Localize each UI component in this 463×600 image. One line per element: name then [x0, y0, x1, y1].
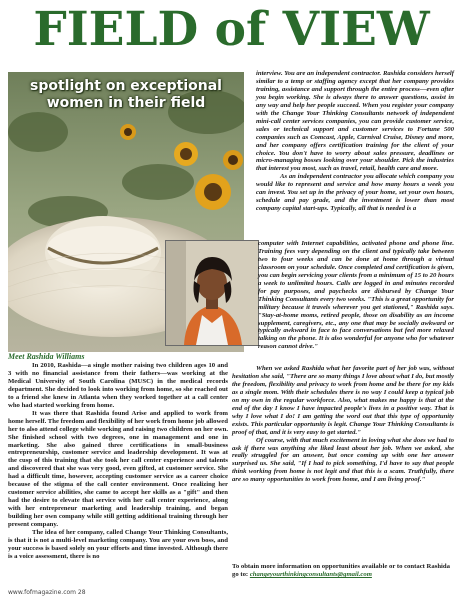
article-paragraph: When we asked Rashida what her favorite part of her job was, without hesitation she said, "There are so many things I love about what I do, but mostly the freedom, flexibility and privacy to work from home and be there for my kids as a single mom. With their schedules there is no way I could keep a typical job on my own in the regular workforce. Also, what makes me happy is that at the end of the day I know I have impacted people's lives in a positive way. That is why I love what I do! I am getting the word out that this type of opportunity exists. This particular opportunity is legit. Change Your Thinking Consultants is proof of that, and it is very easy to get started." — [232, 365, 455, 436]
photo-caption: Meet Rashida Williams — [8, 352, 85, 361]
masthead-title: FIELD of VIEW — [33, 2, 430, 57]
article-paragraph: In 2010, Rashida—a single mother raising two children ages 10 and 3 with no financial assistance from their fathers—was working at the Medical University of South Carolina (MUSC) in the medical records department. She decided to look into working from home, so she reached out to a friend she knew in Atlanta when they worked together at a call center who had started working from home. — [8, 362, 228, 409]
rashida-portrait-image — [166, 241, 258, 345]
article-paragraph: As an independent contractor you allocate which company you would like to represent and service and how many hours a week you can invest. You set up in the privacy of your home, set your own hours, schedule and pay grade, and the investment is lower than most company capital start-ups. Typically, all that is needed is a — [256, 173, 454, 213]
page-footer: www.fofmagazine.com 28 — [8, 589, 86, 596]
article-paragraph: The idea of her company, called Change Your Thinking Consultants, is that it is not a multi-level marketing company. You are your own boss, and your success is based solely on your efforts and time invested. Although there is a voice assessment, there is no — [8, 529, 228, 560]
contact-prefix: To obtain more information on opportunities available or to contact Rashida go to: — [232, 563, 450, 579]
spotlight-banner: spotlight on exceptional women in their field — [30, 78, 222, 111]
article-paragraph: Of course, with that much excitement in loving what she does we had to ask if there was anything she liked least about her job. When we asked, she really struggled for an answer, but once coming up with one her answer surprised us. She said, "If I had to pick something, I'd have to say that people think working from home is not legit and that this is a scam. Truthfully, there are so many opportunities to work from home, and I am living proof." — [232, 436, 454, 484]
article-paragraph: interview. You are an independent contractor. Rashida considers herself similar to a temp or staffing agency except that her company provides training, assistance and support through the entire process—even after you begin working. She is always there to answer questions, assist in any way and help her people succeed. When you register your company with the Change Your Thinking Consultants network of independent mini-call center services companies, you can provide customer service, sales or technical support and customer services to Fortune 500 companies such as Comcast, Apple, Carnival Cruise, Disney and more, and her company offers certification training for the client of your choice. You don't have to worry about sales pressure, deadlines or micro-managing bosses looking over your shoulder. Pick the industries that interest you most, such as travel, retail, health care and more. — [256, 70, 454, 173]
article-column-right-top — [256, 70, 454, 213]
article-paragraph: It was there that Rashida found Arise and applied to work from home herself. The freedom and flexibility of her work from home job allowed her to also attend college while working and raising two children on her own. She finished school with two degrees, one in management and one in marketing. She also gained three certifications in small-business entrepreneurship, customer service and leadership development. It was at the cusp of this training that she took her call center experience and talents and discovered that she was very good, even gifted, at customer service. She had a difficult time, however, accepting customer service as a career choice because of the stigma of the call center environment. Once realizing her customer service abilities, she came to accept her skills as a "gift" and then had the desire to elevate that service with her call center experience, along with her entrepreneur marketing and leadership training, and began building her own company while still getting additional training through her present company. — [8, 409, 228, 529]
article-column-right-bottom — [232, 365, 454, 484]
article-paragraph: computer with Internet capabilities, activated phone and phone line. Training fees vary depending on the client and typically take between two to four weeks and can be done at home through a virtual classroom on your schedule. Once completed and certification is given, you can begin servicing your clients from a minimum of 15 to 20 hours a week to unlimited hours. Calls are logged in and minutes recorded for pay purposes, and paychecks are disbursed by Change Your Thinking Consultants every two weeks. "This is a great opportunity for military because it travels wherever you get stationed," Rashida says. "Stay-at-home moms, retired people, those on disability as an income supplement, caregivers, etc., any one that may be socially awkward or typically awkward in face to face conversations but feel more relaxed talking on the phone. It is also wonderful for anyone who for whatever reason cannot drive." — [258, 240, 454, 351]
article-column-left — [8, 362, 228, 561]
contact-email-link[interactable]: changeyourthinkingconsultants@gmail.com — [249, 571, 372, 579]
article-column-right-middle — [258, 240, 454, 351]
contact-info — [232, 563, 454, 579]
portrait-photo — [165, 240, 259, 346]
